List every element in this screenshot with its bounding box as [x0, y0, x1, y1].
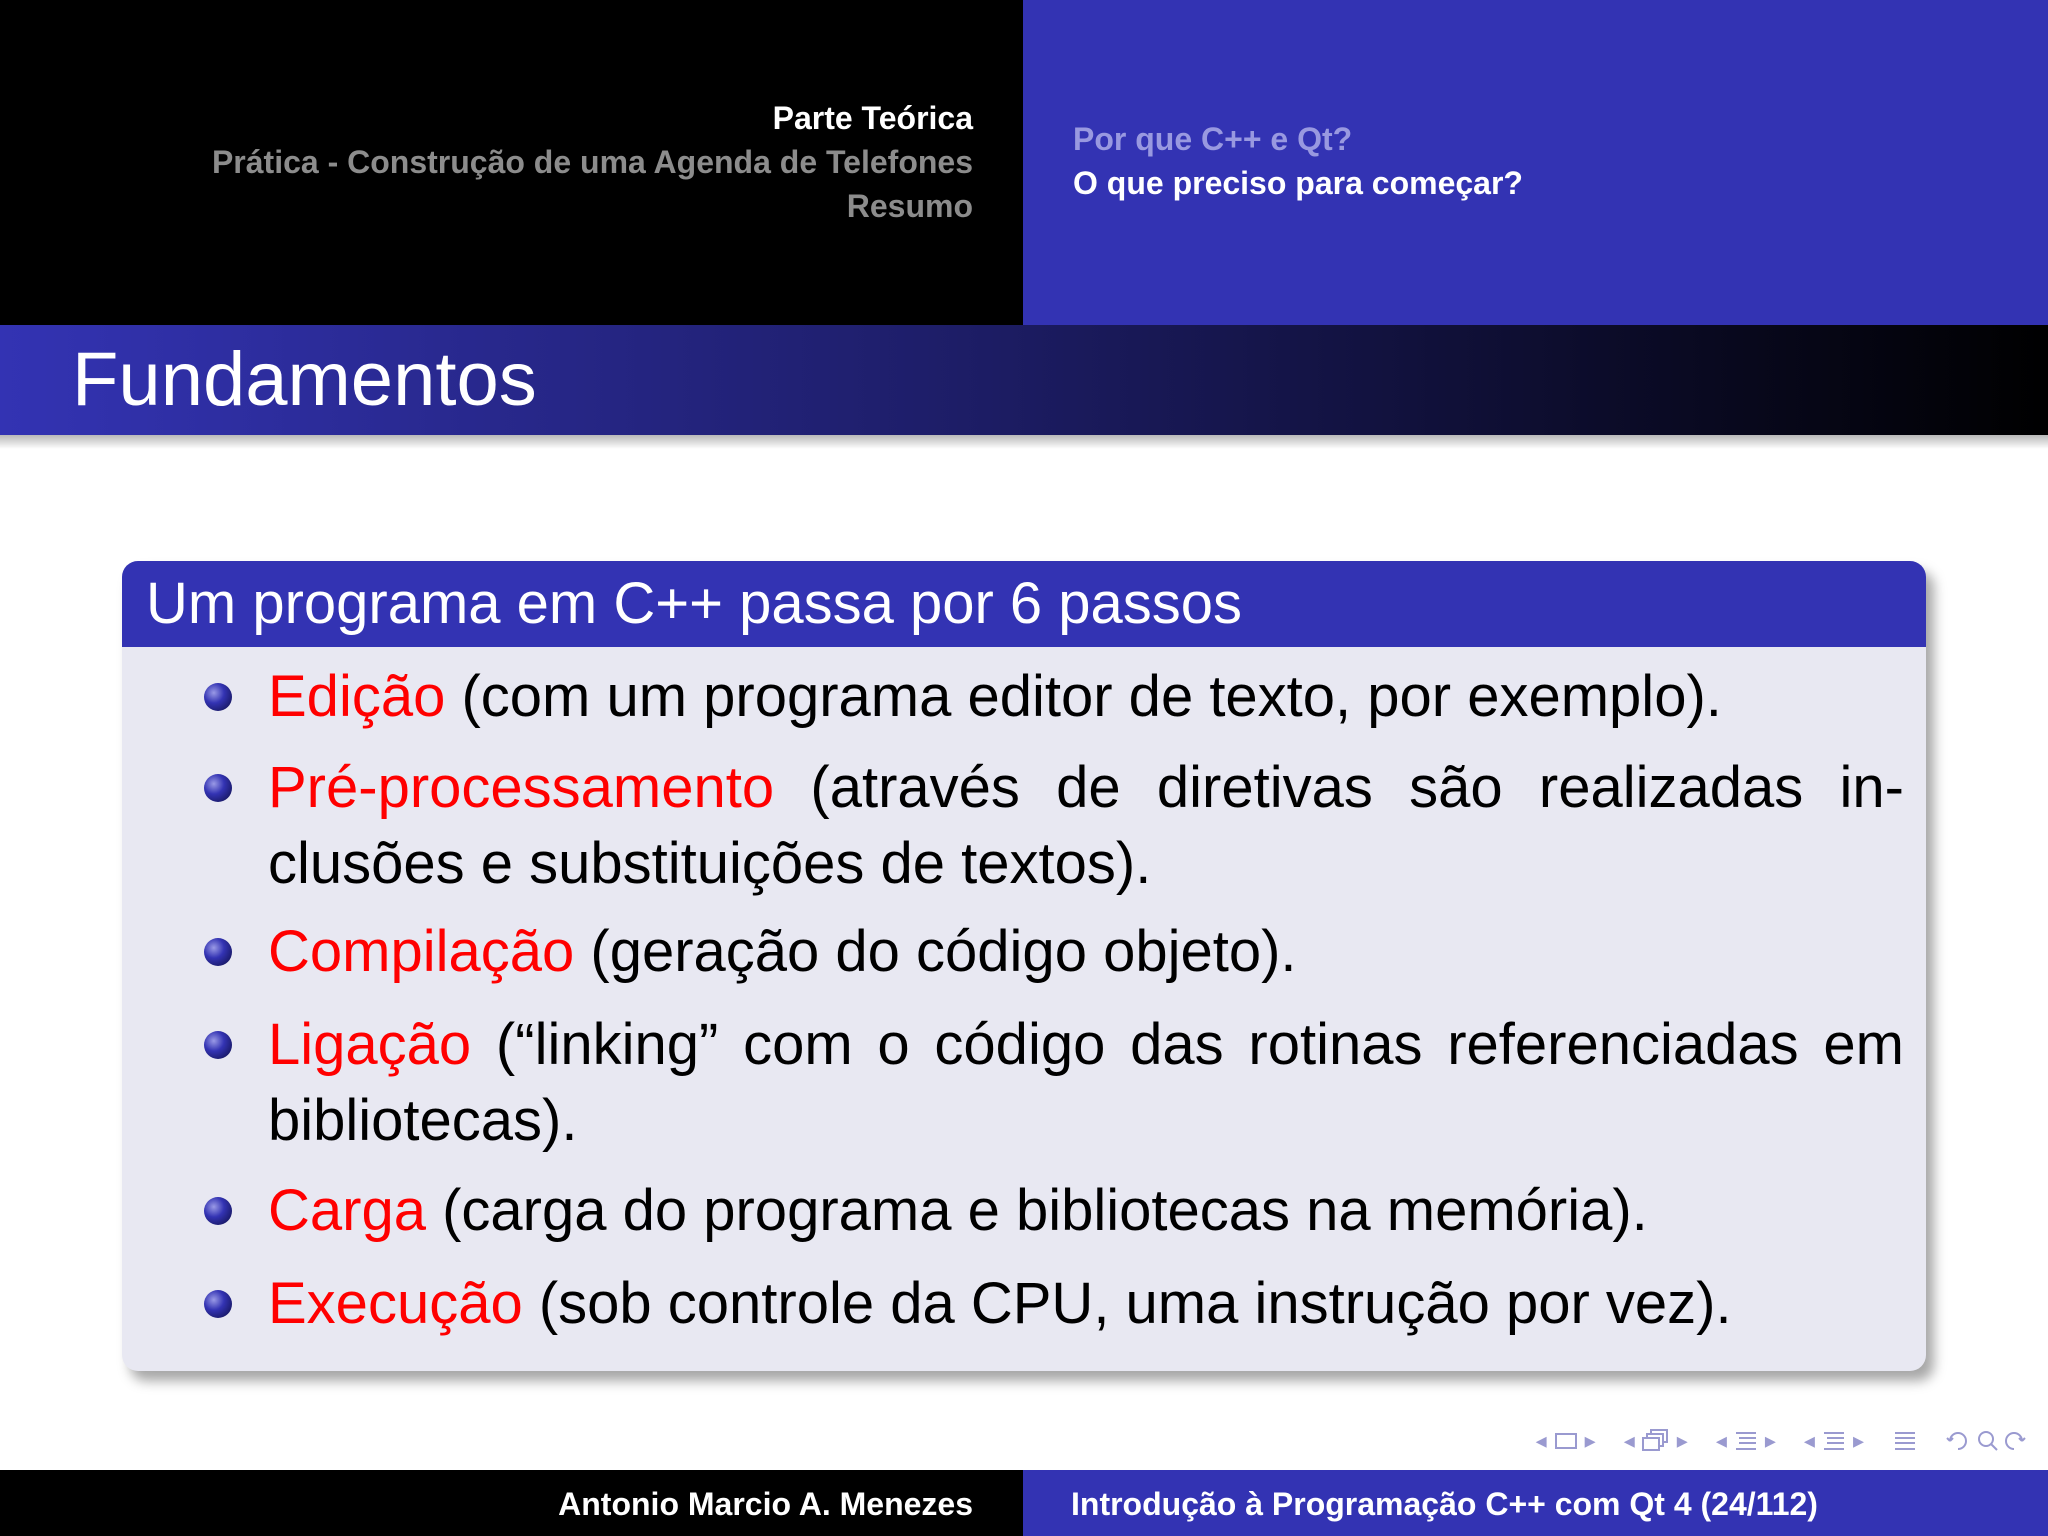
- arrow-right-icon[interactable]: ▸: [1852, 1428, 1864, 1453]
- subsection-link-o-que-preciso[interactable]: O que preciso para começar?: [1073, 165, 1523, 201]
- header: [0, 0, 2048, 325]
- header-subsections-panel: [1023, 0, 2048, 325]
- item-text: (geração do código objeto).: [574, 919, 1297, 984]
- nav-search-group: [1946, 1427, 2026, 1455]
- arrow-left-icon[interactable]: ◂: [1803, 1428, 1815, 1453]
- item-text: (carga do programa e bibliotecas na memória).: [425, 1178, 1648, 1243]
- footer-title-panel: [1023, 1470, 2048, 1536]
- section-link-pratica[interactable]: Prática - Construção de uma Agenda de Telefones: [211, 144, 973, 180]
- nav-frame-group: [1536, 1426, 1596, 1456]
- footer-title: Introdução à Programação C++ com Qt 4 (24/112): [1071, 1486, 1818, 1522]
- item-term: Ligação: [268, 1012, 472, 1077]
- arrow-left-icon[interactable]: ◂: [1715, 1428, 1727, 1453]
- block-title: Um programa em C++ passa por 6 passos: [122, 561, 1926, 647]
- list-item: [122, 659, 1926, 735]
- bullet-icon: [204, 683, 232, 711]
- subsection-icon[interactable]: [1733, 1428, 1759, 1454]
- item-text: (“linking” com o código das rotinas referenciadas em bibliotecas).: [268, 1012, 1904, 1153]
- content-block: [122, 561, 1926, 1371]
- bullet-icon: [204, 774, 232, 802]
- arrow-right-icon[interactable]: ▸: [1584, 1428, 1596, 1453]
- bullet-icon: [204, 1197, 232, 1225]
- item-term: Execução: [268, 1271, 523, 1336]
- frame-icon[interactable]: [1553, 1430, 1579, 1452]
- subsection-link-por-que[interactable]: Por que C++ e Qt?: [1073, 121, 1353, 157]
- subsection-navigation: [1073, 117, 1523, 205]
- list-item: [122, 1173, 1926, 1249]
- item-term: Compilação: [268, 919, 575, 984]
- bullet-icon: [204, 1031, 232, 1059]
- item-text: (com um programa editor de texto, por exemplo).: [445, 664, 1722, 729]
- frame-title: Fundamentos: [72, 337, 537, 422]
- list-item: [122, 1007, 1926, 1159]
- item-text: (através de diretivas são realizadas in-clusões e substituições de textos).: [268, 755, 1904, 896]
- section-link-resumo[interactable]: Resumo: [846, 188, 973, 224]
- bullet-icon: [204, 938, 232, 966]
- list-item: [122, 1266, 1926, 1342]
- footer-author: Antonio Marcio A. Menezes: [558, 1486, 973, 1522]
- arrow-right-icon[interactable]: ▸: [1764, 1428, 1776, 1453]
- bullet-icon: [204, 1290, 232, 1318]
- arrow-left-icon[interactable]: ◂: [1535, 1428, 1547, 1453]
- nav-align-group: [1892, 1428, 1918, 1454]
- item-term: Carga: [268, 1178, 426, 1243]
- nav-subsection-group: [1624, 1426, 1688, 1456]
- arrow-left-icon[interactable]: ◂: [1623, 1428, 1635, 1453]
- list-item: [122, 750, 1926, 902]
- section-navigation: [212, 96, 973, 228]
- item-term: Edição: [268, 664, 446, 729]
- frame-title-bar: [0, 325, 2048, 435]
- arrow-right-icon[interactable]: ▸: [1676, 1428, 1688, 1453]
- nav-section-group: [1716, 1426, 1776, 1456]
- search-icon[interactable]: [1946, 1427, 2026, 1455]
- section-icon[interactable]: [1821, 1428, 1847, 1454]
- beamer-navigation-bar: [1518, 1424, 2026, 1458]
- frame-title-shadow: [0, 435, 2048, 449]
- header-sections-panel: [0, 0, 1023, 325]
- item-term: Pré-processamento: [268, 755, 775, 820]
- item-text: (sob controle da CPU, uma instrução por vez).: [522, 1271, 1732, 1336]
- footer: [0, 1470, 2048, 1536]
- align-icon[interactable]: [1892, 1428, 1918, 1454]
- frames-stack-icon[interactable]: [1641, 1428, 1671, 1454]
- footer-author-panel: [0, 1470, 1023, 1536]
- list-item: [122, 914, 1926, 990]
- section-link-parte-teorica[interactable]: Parte Teórica: [772, 100, 973, 136]
- nav-document-group: [1804, 1426, 1864, 1456]
